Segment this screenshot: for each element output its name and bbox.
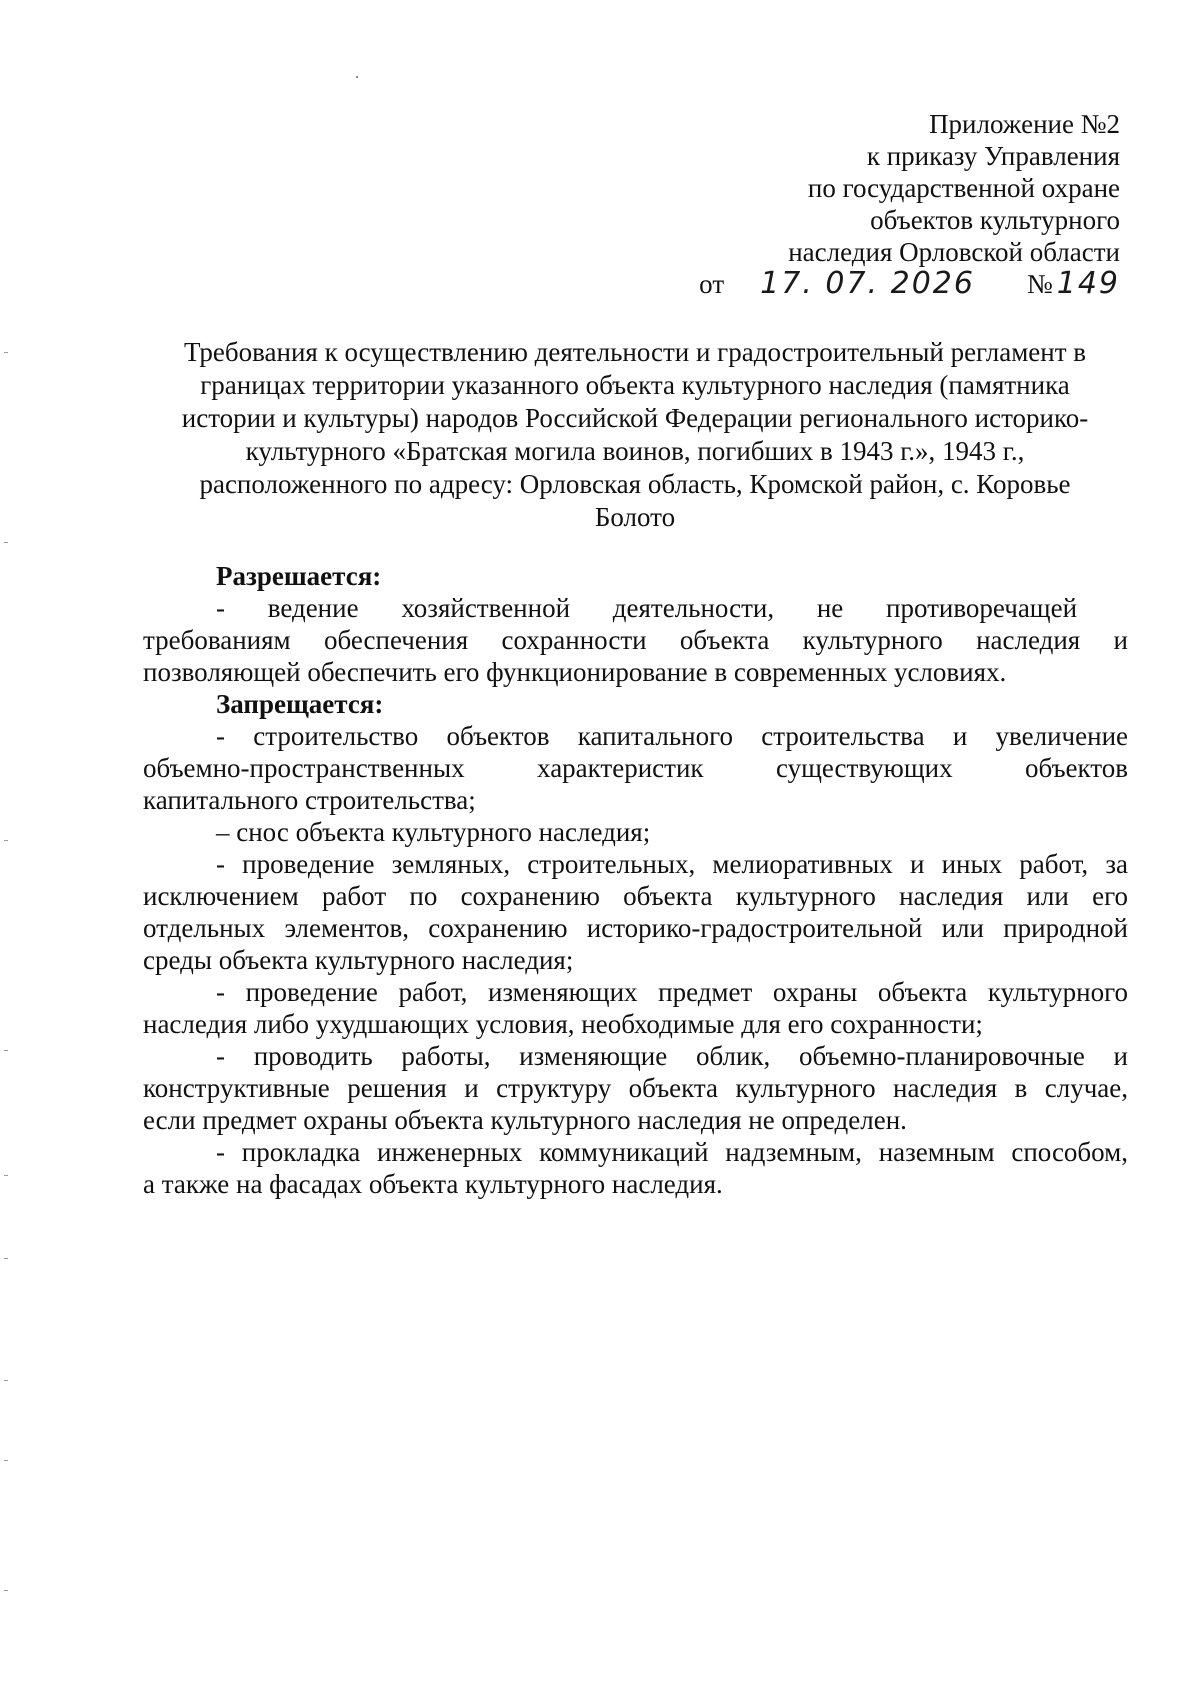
prohibited-line: - проводить работы, изменяющие облик, объемно-планировочные и (216, 1041, 1128, 1071)
prohibited-line: исключением работ по сохранению объекта культурного наследия или его (143, 881, 1128, 911)
date-label: от (699, 269, 725, 299)
title-line: Болото (594, 502, 676, 532)
margin-tick (4, 1175, 8, 1176)
title-line: расположенного по адресу: Орловская область, Кромской район, с. Коровье (199, 469, 1071, 499)
document-title (140, 336, 1130, 534)
title-line: границах территории указанного объекта культурного наследия (памятника (200, 370, 1070, 400)
prohibited-line: отдельных элементов, сохранению историко-градостроительной или природной (143, 913, 1128, 943)
annex-line: Приложение №2 (929, 109, 1120, 139)
prohibited-line: а также на фасадах объекта культурного наследия. (143, 1169, 723, 1199)
allowed-line: требованиям обеспечения сохранности объекта культурного наследия и (143, 625, 1128, 655)
margin-tick (4, 1380, 8, 1381)
title-line: Требования к осуществлению деятельности и градостроительный регламент в (183, 337, 1087, 367)
annex-line: наследия Орловской области (788, 237, 1120, 267)
prohibited-line: среды объекта культурного наследия; (143, 945, 574, 975)
annex-line: по государственной охране (807, 173, 1120, 203)
prohibited-line: капитального строительства; (143, 785, 476, 815)
handwritten-number: 149 (1056, 266, 1120, 301)
annex-date-row (660, 268, 1120, 300)
prohibited-line: – снос объекта культурного наследия; (216, 817, 651, 847)
prohibited-line: если предмет охраны объекта культурного наследия не определен. (143, 1105, 907, 1135)
title-line: культурного «Братская могила воинов, погибших в 1943 г.», 1943 г., (245, 436, 1025, 466)
annex-line: объектов культурного (870, 205, 1120, 235)
scan-speck (356, 76, 358, 78)
margin-tick (4, 1460, 8, 1461)
margin-tick (4, 1050, 8, 1051)
prohibited-line: - проведение земляных, строительных, мелиоративных и иных работ, за (216, 849, 1128, 879)
margin-tick (4, 542, 8, 543)
prohibited-line: - прокладка инженерных коммуникаций надземным, наземным способом, (216, 1137, 1128, 1167)
allowed-heading: Разрешается: (216, 561, 382, 591)
allowed-line: - ведение хозяйственной деятельности, не противоречащей (216, 593, 1078, 623)
margin-tick (4, 840, 8, 841)
prohibited-line: - строительство объектов капитального строительства и увеличение (216, 721, 1128, 751)
prohibited-line: объемно-пространственных характеристик существующих объектов (143, 753, 1128, 783)
margin-tick (4, 352, 8, 353)
document-body (143, 560, 1128, 1200)
handwritten-date: 17. 07. 2026 (760, 266, 975, 301)
annex-header (660, 108, 1120, 300)
title-line: истории и культуры) народов Российской Федерации регионального историко- (181, 403, 1089, 433)
prohibited-heading: Запрещается: (216, 689, 384, 719)
margin-tick (4, 1590, 8, 1591)
prohibited-line: конструктивные решения и структуру объекта культурного наследия в случае, (143, 1073, 1128, 1103)
allowed-line: позволяющей обеспечить его функционирование в современных условиях. (143, 657, 1007, 687)
prohibited-line: наследия либо ухудшающих условия, необходимые для его сохранности; (143, 1009, 983, 1039)
annex-line: к приказу Управления (866, 141, 1120, 171)
number-label: № (1026, 269, 1053, 299)
margin-tick (4, 1258, 8, 1259)
prohibited-line: - проведение работ, изменяющих предмет охраны объекта культурного (216, 977, 1128, 1007)
